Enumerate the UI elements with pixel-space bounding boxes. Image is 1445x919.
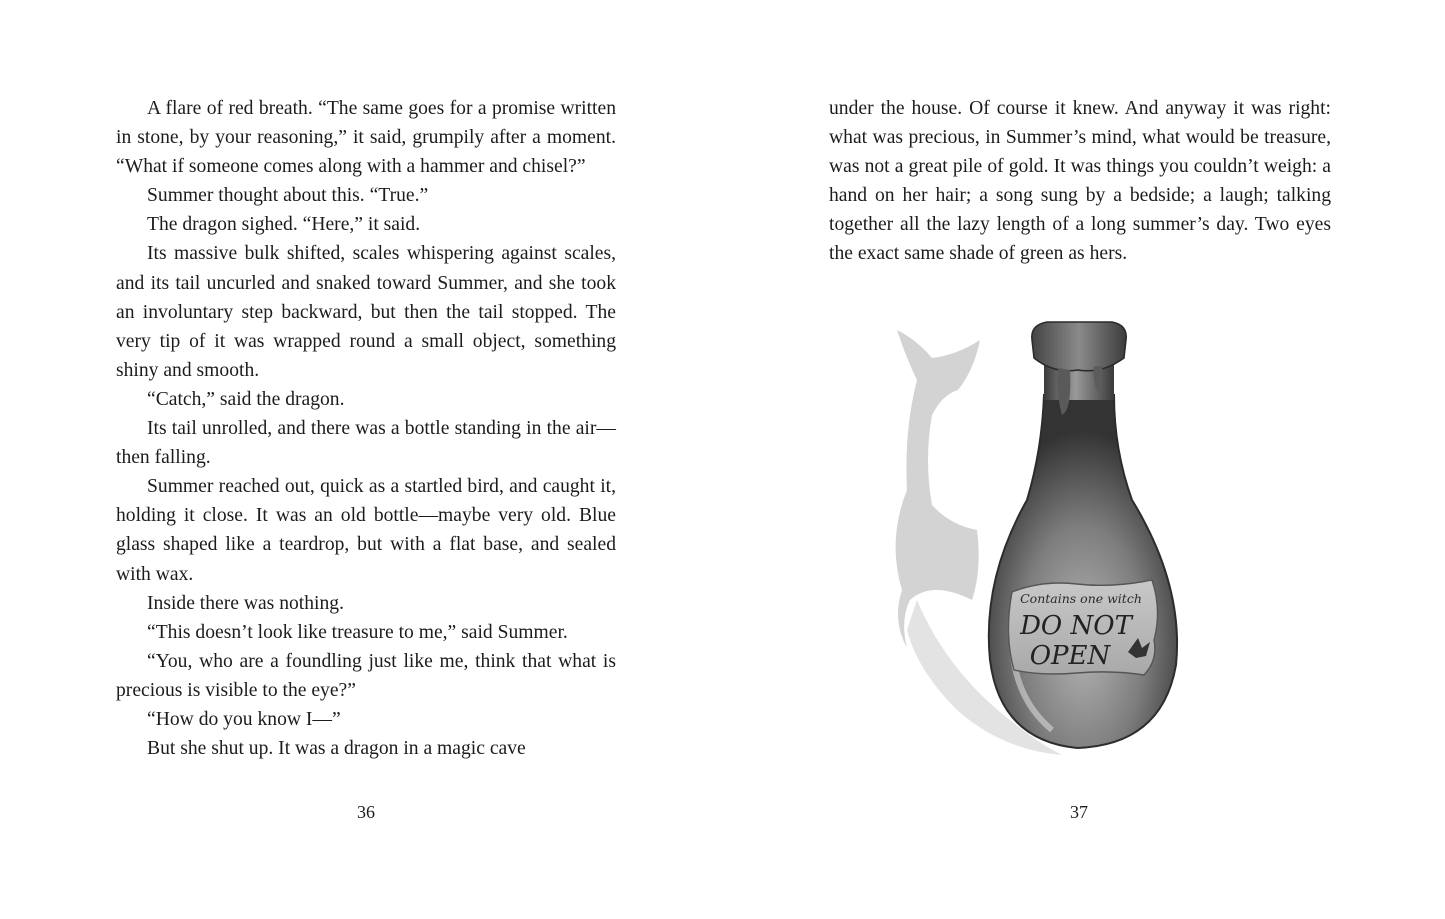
bottle	[989, 322, 1177, 748]
paragraph: “This doesn’t look like treasure to me,” said Summer.	[147, 621, 568, 643]
left-page-text	[116, 94, 616, 763]
bottle-illustration	[862, 300, 1202, 770]
paragraph: Its tail unrolled, and there was a bottle standing in the air—then falling.	[116, 418, 616, 469]
paragraph: Summer reached out, quick as a startled bird, and caught it, holding it close. It was an old bottle—maybe very old. Blue glass shaped like a teardrop, but with a flat base, and sealed with wax.	[116, 476, 616, 585]
left-page	[0, 0, 722, 919]
paragraph: “Catch,” said the dragon.	[147, 388, 345, 410]
paragraph: The dragon sighed. “Here,” it said.	[147, 214, 421, 236]
label-top-text: Contains one witch	[1020, 591, 1142, 606]
right-page-text	[829, 94, 1331, 269]
label-main-line-1: DO NOT	[1020, 611, 1132, 641]
paragraph: A flare of red breath. “The same goes for a promise written in stone, by your reasoning,” it said, grumpily after a moment. “What if someone comes along with a hammer and chisel?”	[116, 98, 616, 178]
paragraph: Its massive bulk shifted, scales whispering against scales, and its tail uncurled and snaked toward Summer, and she took an involuntary step backward, but then the tail stopped. The very tip of it was wrapped round a small object, something shiny and smooth.	[116, 243, 616, 381]
paragraph: “You, who are a foundling just like me, think that what is precious is visible to the eye?”	[116, 650, 616, 701]
paragraph: Inside there was nothing.	[147, 592, 344, 614]
paragraph: “How do you know I—”	[147, 708, 341, 730]
page-number-left: 36	[357, 802, 375, 822]
paragraph: under the house. Of course it knew. And anyway it was right: what was precious, in Summer’s mind, what would be treasure, was not a great pile of gold. It was things you couldn’t weigh: a hand on her hair; a song sung by a bedside; a laugh; talking together all the lazy length of a long summer’s day. Two eyes the exact same shade of green as hers.	[829, 98, 1331, 265]
page-number-right: 37	[1070, 802, 1088, 822]
paragraph: Summer thought about this. “True.”	[147, 185, 429, 207]
right-page	[722, 0, 1445, 919]
paragraph: But she shut up. It was a dragon in a magic cave	[147, 738, 526, 760]
label-main-line-2: OPEN	[1029, 641, 1111, 671]
